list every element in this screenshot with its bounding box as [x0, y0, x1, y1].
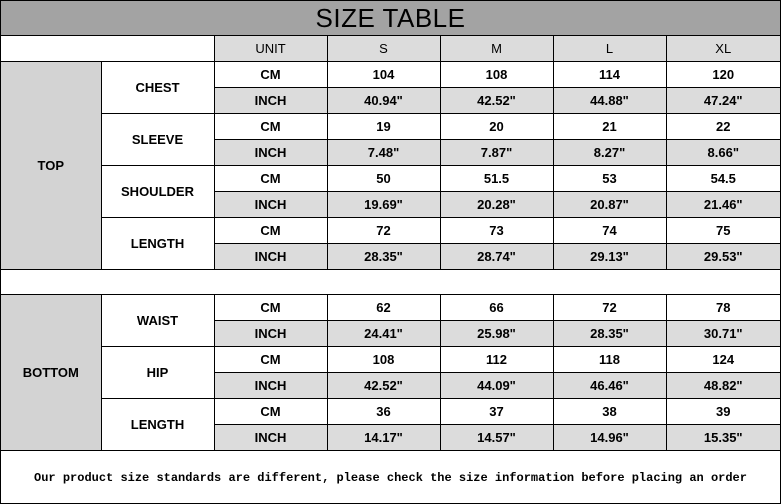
value-cell: 114 — [553, 62, 666, 88]
measure-label: LENGTH — [101, 399, 214, 451]
value-cell: 28.35" — [553, 321, 666, 347]
value-cell: 62 — [327, 295, 440, 321]
value-cell: 24.41" — [327, 321, 440, 347]
group-label-top: TOP — [1, 62, 101, 270]
unit-cm: CM — [214, 114, 327, 140]
unit-cm: CM — [214, 218, 327, 244]
value-cell: 7.87" — [440, 140, 553, 166]
header-row — [1, 36, 780, 62]
table-row — [1, 114, 780, 140]
value-cell: 74 — [553, 218, 666, 244]
size-table — [1, 36, 780, 451]
value-cell: 40.94" — [327, 88, 440, 114]
unit-inch: INCH — [214, 321, 327, 347]
value-cell: 120 — [666, 62, 780, 88]
value-cell: 46.46" — [553, 373, 666, 399]
header-size-l: L — [553, 36, 666, 62]
spacer-cell — [1, 270, 780, 295]
value-cell: 36 — [327, 399, 440, 425]
value-cell: 78 — [666, 295, 780, 321]
value-cell: 14.96" — [553, 425, 666, 451]
value-cell: 108 — [440, 62, 553, 88]
value-cell: 22 — [666, 114, 780, 140]
table-row — [1, 295, 780, 321]
value-cell: 29.13" — [553, 244, 666, 270]
value-cell: 39 — [666, 399, 780, 425]
value-cell: 14.57" — [440, 425, 553, 451]
unit-inch: INCH — [214, 425, 327, 451]
unit-inch: INCH — [214, 192, 327, 218]
value-cell: 51.5 — [440, 166, 553, 192]
value-cell: 42.52" — [440, 88, 553, 114]
value-cell: 38 — [553, 399, 666, 425]
measure-label: LENGTH — [101, 218, 214, 270]
value-cell: 7.48" — [327, 140, 440, 166]
value-cell: 20 — [440, 114, 553, 140]
measure-label: WAIST — [101, 295, 214, 347]
value-cell: 44.88" — [553, 88, 666, 114]
table-row — [1, 166, 780, 192]
value-cell: 47.24" — [666, 88, 780, 114]
value-cell: 72 — [327, 218, 440, 244]
table-row — [1, 218, 780, 244]
value-cell: 112 — [440, 347, 553, 373]
header-blank-cell — [1, 36, 214, 62]
value-cell: 53 — [553, 166, 666, 192]
value-cell: 104 — [327, 62, 440, 88]
unit-inch: INCH — [214, 140, 327, 166]
value-cell: 28.74" — [440, 244, 553, 270]
value-cell: 28.35" — [327, 244, 440, 270]
value-cell: 73 — [440, 218, 553, 244]
unit-cm: CM — [214, 295, 327, 321]
value-cell: 75 — [666, 218, 780, 244]
value-cell: 37 — [440, 399, 553, 425]
measure-label: HIP — [101, 347, 214, 399]
unit-inch: INCH — [214, 373, 327, 399]
value-cell: 8.66" — [666, 140, 780, 166]
table-title: SIZE TABLE — [1, 1, 780, 36]
table-row — [1, 399, 780, 425]
footer-note: Our product size standards are different, please check the size information before placing an order — [34, 470, 747, 485]
value-cell: 66 — [440, 295, 553, 321]
spacer-row — [1, 270, 780, 295]
value-cell: 48.82" — [666, 373, 780, 399]
unit-cm: CM — [214, 166, 327, 192]
value-cell: 42.52" — [327, 373, 440, 399]
header-size-m: M — [440, 36, 553, 62]
value-cell: 124 — [666, 347, 780, 373]
group-label-bottom: BOTTOM — [1, 295, 101, 451]
value-cell: 15.35" — [666, 425, 780, 451]
measure-label: SLEEVE — [101, 114, 214, 166]
unit-cm: CM — [214, 62, 327, 88]
value-cell: 108 — [327, 347, 440, 373]
value-cell: 25.98" — [440, 321, 553, 347]
value-cell: 8.27" — [553, 140, 666, 166]
measure-label: CHEST — [101, 62, 214, 114]
unit-cm: CM — [214, 399, 327, 425]
table-row — [1, 347, 780, 373]
value-cell: 21.46" — [666, 192, 780, 218]
value-cell: 14.17" — [327, 425, 440, 451]
measure-label: SHOULDER — [101, 166, 214, 218]
table-row — [1, 62, 780, 88]
unit-inch: INCH — [214, 244, 327, 270]
value-cell: 54.5 — [666, 166, 780, 192]
value-cell: 44.09" — [440, 373, 553, 399]
value-cell: 21 — [553, 114, 666, 140]
value-cell: 72 — [553, 295, 666, 321]
value-cell: 29.53" — [666, 244, 780, 270]
value-cell: 118 — [553, 347, 666, 373]
value-cell: 20.28" — [440, 192, 553, 218]
header-size-xl: XL — [666, 36, 780, 62]
value-cell: 50 — [327, 166, 440, 192]
header-unit: UNIT — [214, 36, 327, 62]
unit-inch: INCH — [214, 88, 327, 114]
value-cell: 19 — [327, 114, 440, 140]
value-cell: 30.71" — [666, 321, 780, 347]
unit-cm: CM — [214, 347, 327, 373]
value-cell: 20.87" — [553, 192, 666, 218]
header-size-s: S — [327, 36, 440, 62]
value-cell: 19.69" — [327, 192, 440, 218]
